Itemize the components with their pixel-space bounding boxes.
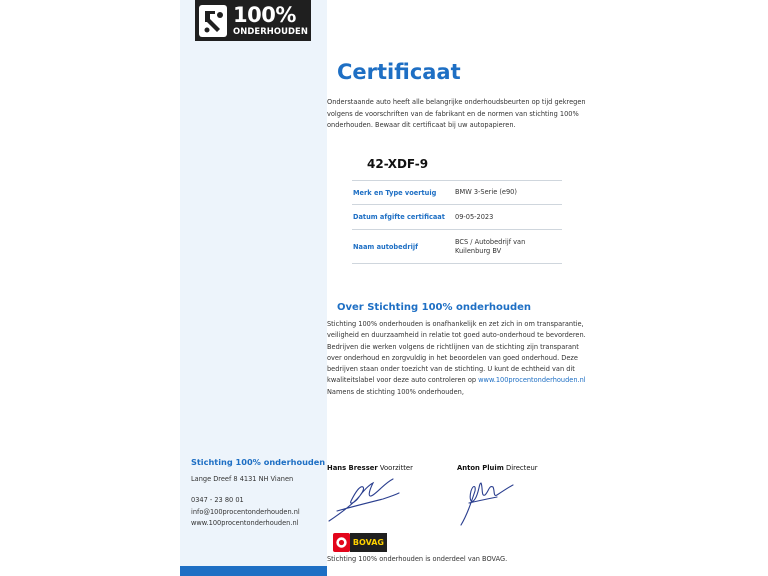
contact-heading: Stichting 100% onderhouden bbox=[191, 457, 326, 467]
signature-hans-bresser bbox=[327, 473, 403, 525]
wrench-percent-icon bbox=[195, 0, 231, 41]
brand-logo bbox=[195, 0, 311, 41]
sidebar-bottom-bar bbox=[180, 566, 327, 576]
detail-value: BMW 3-Serie (e90) bbox=[455, 188, 517, 196]
bovag-logo-text: BOVAG bbox=[350, 533, 387, 552]
signatory-role: Voorzitter bbox=[379, 464, 413, 472]
certificate-title: Certificaat bbox=[337, 60, 461, 84]
detail-value: 09-05-2023 bbox=[455, 212, 494, 221]
detail-row bbox=[352, 205, 562, 230]
about-text: Stichting 100% onderhouden is onafhankelijk en zet zich in om transparantie, veiligheid en duurzaamheid in relatie tot goed auto-onderhoud te bevorderen. Bedrijven die werken volgens de richtlijnen van de stichting zijn transparant over onderhoud en zorgvuldig in het beoordelen van goed onderhoud. Deze bedrijven staan onder toezicht van de stichting. U kunt de echtheid van dit kwaliteitslabel voor deze auto controleren op bbox=[327, 320, 586, 385]
certificate-intro: Onderstaande auto heeft alle belangrijke onderhoudsbeurten op tijd gekregen volgens de voorschriften van de fabrikant en de normen van stichting 100% onderhouden. Bewaar dit certificaat bij uw autopapieren. bbox=[327, 98, 586, 130]
verification-link[interactable]: www.100procentonderhouden.nl bbox=[478, 376, 586, 385]
logo-text bbox=[231, 0, 311, 41]
signatory-name: Hans Bresser bbox=[327, 464, 378, 472]
signatory-role: Directeur bbox=[505, 464, 538, 472]
contact-phone: 0347 - 23 80 01 bbox=[191, 496, 244, 504]
detail-value: BCS / Autobedrijf van Kuilenburg BV bbox=[455, 237, 526, 255]
logo-big-text: 100% bbox=[233, 3, 296, 27]
contact-website[interactable]: www.100procentonderhouden.nl bbox=[191, 519, 299, 527]
left-sidebar bbox=[180, 0, 327, 576]
about-heading: Over Stichting 100% onderhouden bbox=[337, 302, 532, 313]
signatory-name: Anton Pluim bbox=[457, 464, 504, 472]
signatory-1 bbox=[327, 464, 413, 472]
detail-row bbox=[352, 181, 562, 205]
detail-label: Merk en Type voertuig bbox=[353, 188, 437, 197]
detail-label: Naam autobedrijf bbox=[353, 242, 418, 251]
about-body bbox=[327, 319, 589, 398]
bovag-mark-icon bbox=[333, 533, 350, 552]
logo-small-text: ONDERHOUDEN bbox=[233, 26, 308, 36]
license-plate: 42-XDF-9 bbox=[367, 157, 429, 171]
contact-email[interactable]: info@100procentonderhouden.nl bbox=[191, 508, 300, 516]
bovag-note: Stichting 100% onderhouden is onderdeel van BOVAG. bbox=[327, 555, 508, 563]
contact-address: Lange Dreef 8 4131 NH Vianen bbox=[191, 475, 294, 483]
signatory-2 bbox=[457, 464, 538, 472]
detail-label: Datum afgifte certificaat bbox=[353, 213, 445, 221]
about-closing: Namens de stichting 100% onderhouden, bbox=[327, 387, 464, 396]
vehicle-details-table bbox=[352, 180, 562, 264]
detail-row bbox=[352, 230, 562, 264]
signature-anton-pluim bbox=[457, 473, 517, 529]
bovag-logo bbox=[333, 533, 387, 552]
